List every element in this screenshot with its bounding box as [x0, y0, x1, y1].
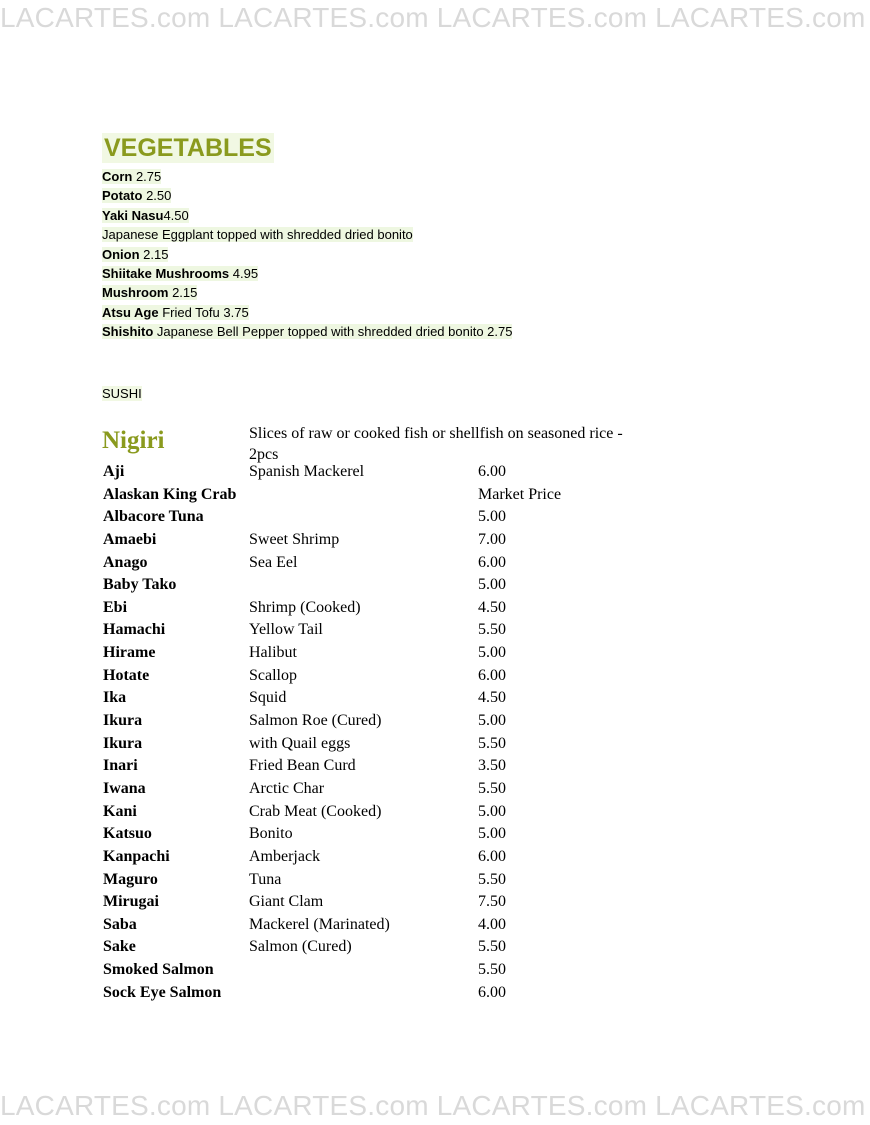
nigiri-row [0, 961, 870, 984]
nigiri-price: 7.50 [478, 893, 506, 911]
nigiri-price: 5.50 [478, 961, 506, 979]
nigiri-heading: Nigiri [102, 427, 165, 454]
nigiri-price: 4.00 [478, 915, 506, 933]
vegetables-section [102, 133, 512, 342]
nigiri-row [0, 531, 870, 554]
vegetable-item-text [102, 208, 189, 223]
nigiri-row [0, 689, 870, 712]
vegetable-item-text [102, 247, 168, 262]
nigiri-row [0, 667, 870, 690]
nigiri-row [0, 621, 870, 644]
nigiri-row [0, 916, 870, 939]
nigiri-desc: Squid [249, 689, 287, 707]
vegetable-item [102, 186, 512, 205]
vegetables-heading: VEGETABLES [104, 134, 272, 162]
nigiri-name: Anago [103, 553, 148, 571]
nigiri-name: Ebi [103, 598, 128, 616]
vegetable-name: Atsu Age [102, 304, 159, 320]
nigiri-price: 6.00 [478, 983, 506, 1001]
vegetable-name: Onion [102, 246, 140, 262]
nigiri-name: Hamachi [103, 621, 166, 639]
vegetable-item-text [102, 188, 171, 203]
nigiri-desc: Giant Clam [249, 893, 324, 911]
vegetable-name: Mushroom [102, 285, 169, 301]
nigiri-row [0, 825, 870, 848]
nigiri-name: Ikura [103, 734, 143, 752]
nigiri-row [0, 735, 870, 758]
nigiri-desc: Mackerel (Marinated) [249, 915, 390, 933]
nigiri-price: 4.50 [478, 598, 506, 616]
watermark-top: LACARTES.com LACARTES.com LACARTES.com LACARTES.com [0, 2, 866, 33]
nigiri-price: 5.50 [478, 938, 506, 956]
vegetable-detail: Japanese Eggplant topped with shredded dried bonito [102, 227, 413, 243]
vegetable-item [102, 225, 512, 244]
vegetable-detail: 2.15 [139, 246, 169, 262]
nigiri-row [0, 984, 870, 1007]
nigiri-name: Ikura [103, 712, 143, 730]
vegetable-item-text [102, 266, 258, 281]
vegetable-detail: Fried Tofu 3.75 [158, 304, 249, 320]
nigiri-desc: Tuna [249, 870, 282, 888]
nigiri-name: Hirame [103, 644, 156, 662]
nigiri-name: Kanpachi [103, 847, 170, 865]
nigiri-name: Mirugai [103, 893, 159, 911]
nigiri-desc: Shrimp (Cooked) [249, 598, 361, 616]
nigiri-name: Smoked Salmon [103, 961, 214, 979]
nigiri-price: 5.00 [478, 825, 506, 843]
nigiri-price: 5.50 [478, 734, 506, 752]
nigiri-name: Albacore Tuna [103, 508, 204, 526]
nigiri-desc: Fried Bean Curd [249, 757, 356, 775]
nigiri-name: Inari [103, 757, 138, 775]
vegetable-detail: 2.15 [168, 285, 198, 301]
nigiri-name: Hotate [103, 666, 150, 684]
vegetable-item [102, 303, 512, 322]
nigiri-desc: with Quail eggs [249, 734, 351, 752]
nigiri-row [0, 599, 870, 622]
nigiri-name: Alaskan King Crab [103, 485, 237, 503]
nigiri-name: Ika [103, 689, 127, 707]
nigiri-row [0, 803, 870, 826]
nigiri-name: Sake [103, 938, 136, 956]
nigiri-price: 7.00 [478, 530, 506, 548]
nigiri-price: 5.00 [478, 644, 506, 662]
nigiri-desc: Bonito [249, 825, 293, 843]
nigiri-price: 5.00 [478, 712, 506, 730]
nigiri-price: 6.00 [478, 553, 506, 571]
nigiri-name: Katsuo [103, 825, 152, 843]
nigiri-list [0, 463, 870, 1006]
nigiri-name: Iwana [103, 779, 146, 797]
vegetable-name: Corn [102, 169, 133, 184]
nigiri-desc: Salmon Roe (Cured) [249, 712, 382, 730]
vegetable-detail: 4.95 [229, 266, 259, 282]
nigiri-name: Amaebi [103, 530, 157, 548]
nigiri-price: 5.50 [478, 779, 506, 797]
nigiri-price: 4.50 [478, 689, 506, 707]
vegetable-item-text [102, 169, 161, 184]
vegetable-item-text [102, 305, 249, 320]
vegetable-item [102, 206, 512, 225]
vegetable-item [102, 264, 512, 283]
nigiri-row [0, 576, 870, 599]
nigiri-row [0, 554, 870, 577]
nigiri-row [0, 486, 870, 509]
vegetable-item [102, 245, 512, 264]
nigiri-desc: Amberjack [249, 847, 321, 865]
watermark-bottom: LACARTES.com LACARTES.com LACARTES.com LACARTES.com [0, 1090, 866, 1121]
nigiri-desc: Spanish Mackerel [249, 463, 365, 480]
nigiri-desc: Sea Eel [249, 553, 298, 571]
vegetable-detail: 4.50 [163, 207, 189, 223]
nigiri-price: 6.00 [478, 666, 506, 684]
nigiri-description: Slices of raw or cooked fish or shellfish on seasoned rice - 2pcs [249, 425, 623, 463]
nigiri-price: 3.50 [478, 757, 506, 775]
nigiri-row [0, 871, 870, 894]
nigiri-desc: Crab Meat (Cooked) [249, 802, 382, 820]
vegetable-item [102, 322, 512, 341]
nigiri-row [0, 644, 870, 667]
vegetable-name: Shiitake Mushrooms [102, 266, 230, 282]
nigiri-row [0, 508, 870, 531]
sushi-label: SUSHI [102, 386, 142, 401]
nigiri-price: 5.00 [478, 576, 506, 594]
nigiri-name: Kani [103, 802, 137, 820]
nigiri-row [0, 712, 870, 735]
vegetable-item-text [102, 324, 512, 339]
vegetable-name: Potato [102, 188, 143, 204]
nigiri-price: 5.00 [478, 508, 506, 526]
vegetable-item-text [102, 285, 197, 300]
nigiri-row [0, 848, 870, 871]
vegetable-item-text [102, 227, 413, 242]
nigiri-price: 6.00 [478, 847, 506, 865]
nigiri-name: Saba [103, 915, 137, 933]
nigiri-name: Maguro [103, 870, 158, 888]
vegetables-list [102, 167, 512, 342]
nigiri-price: 5.50 [478, 621, 506, 639]
nigiri-price: 6.00 [478, 463, 506, 480]
nigiri-desc: Arctic Char [249, 779, 325, 797]
nigiri-price: 5.50 [478, 870, 506, 888]
nigiri-row [0, 757, 870, 780]
nigiri-desc: Salmon (Cured) [249, 938, 352, 956]
nigiri-row [0, 938, 870, 961]
nigiri-row [0, 893, 870, 916]
nigiri-name: Aji [103, 463, 125, 480]
nigiri-name: Sock Eye Salmon [103, 983, 222, 1001]
vegetable-item [102, 167, 512, 186]
vegetable-item [102, 283, 512, 302]
vegetable-name: Yaki Nasu [102, 207, 164, 223]
nigiri-desc: Sweet Shrimp [249, 530, 340, 548]
vegetable-detail: 2.50 [142, 188, 172, 204]
nigiri-name: Baby Tako [103, 576, 177, 594]
vegetable-name: Shishito [102, 324, 154, 340]
nigiri-desc: Scallop [249, 666, 297, 684]
vegetable-detail: 2.75 [132, 169, 162, 184]
nigiri-row [0, 780, 870, 803]
nigiri-price: Market Price [478, 485, 562, 503]
nigiri-price: 5.00 [478, 802, 506, 820]
nigiri-desc: Halibut [249, 644, 297, 662]
nigiri-desc: Yellow Tail [249, 621, 323, 639]
nigiri-row [0, 463, 870, 486]
vegetable-detail: Japanese Bell Pepper topped with shredded dried bonito 2.75 [153, 324, 513, 340]
